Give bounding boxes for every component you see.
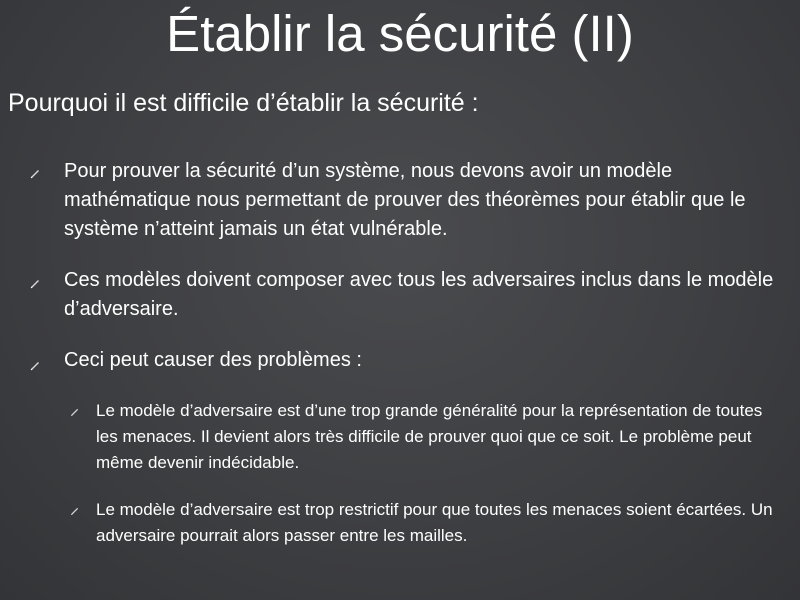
bullet-text: Pour prouver la sécurité d’un système, nous devons avoir un modèle mathématique nous permettant de prouver des théorèmes pour établir que le système n’atteint jamais un état vulnérable. — [64, 160, 746, 240]
slide-title: Établir la sécurité (II) — [166, 5, 634, 62]
sub-bullet-icon — [70, 507, 79, 516]
sub-bullet-text: Le modèle d’adversaire est d’une trop grande généralité pour la représentation de toutes les menaces. Il devient alors très difficile de prouver quoi que ce soit. Le problème peut même devenir indécidable. — [96, 401, 763, 472]
bullet-icon — [30, 169, 39, 178]
sub-bullet-icon — [70, 408, 79, 417]
bullet-icon — [30, 361, 39, 370]
bullet-text: Ceci peut causer des problèmes : — [64, 349, 362, 371]
bullet-text: Ces modèles doivent composer avec tous les adversaires inclus dans le modèle d’adversaire. — [64, 269, 774, 320]
slide-subtitle: Pourquoi il est difficile d’établir la sécurité : — [8, 89, 479, 117]
bullet-icon — [30, 279, 39, 288]
sub-bullet-text: Le modèle d’adversaire est trop restrictif pour que toutes les menaces soient écartées. Un adversaire pourrait alors passer entre les mailles. — [96, 500, 773, 545]
